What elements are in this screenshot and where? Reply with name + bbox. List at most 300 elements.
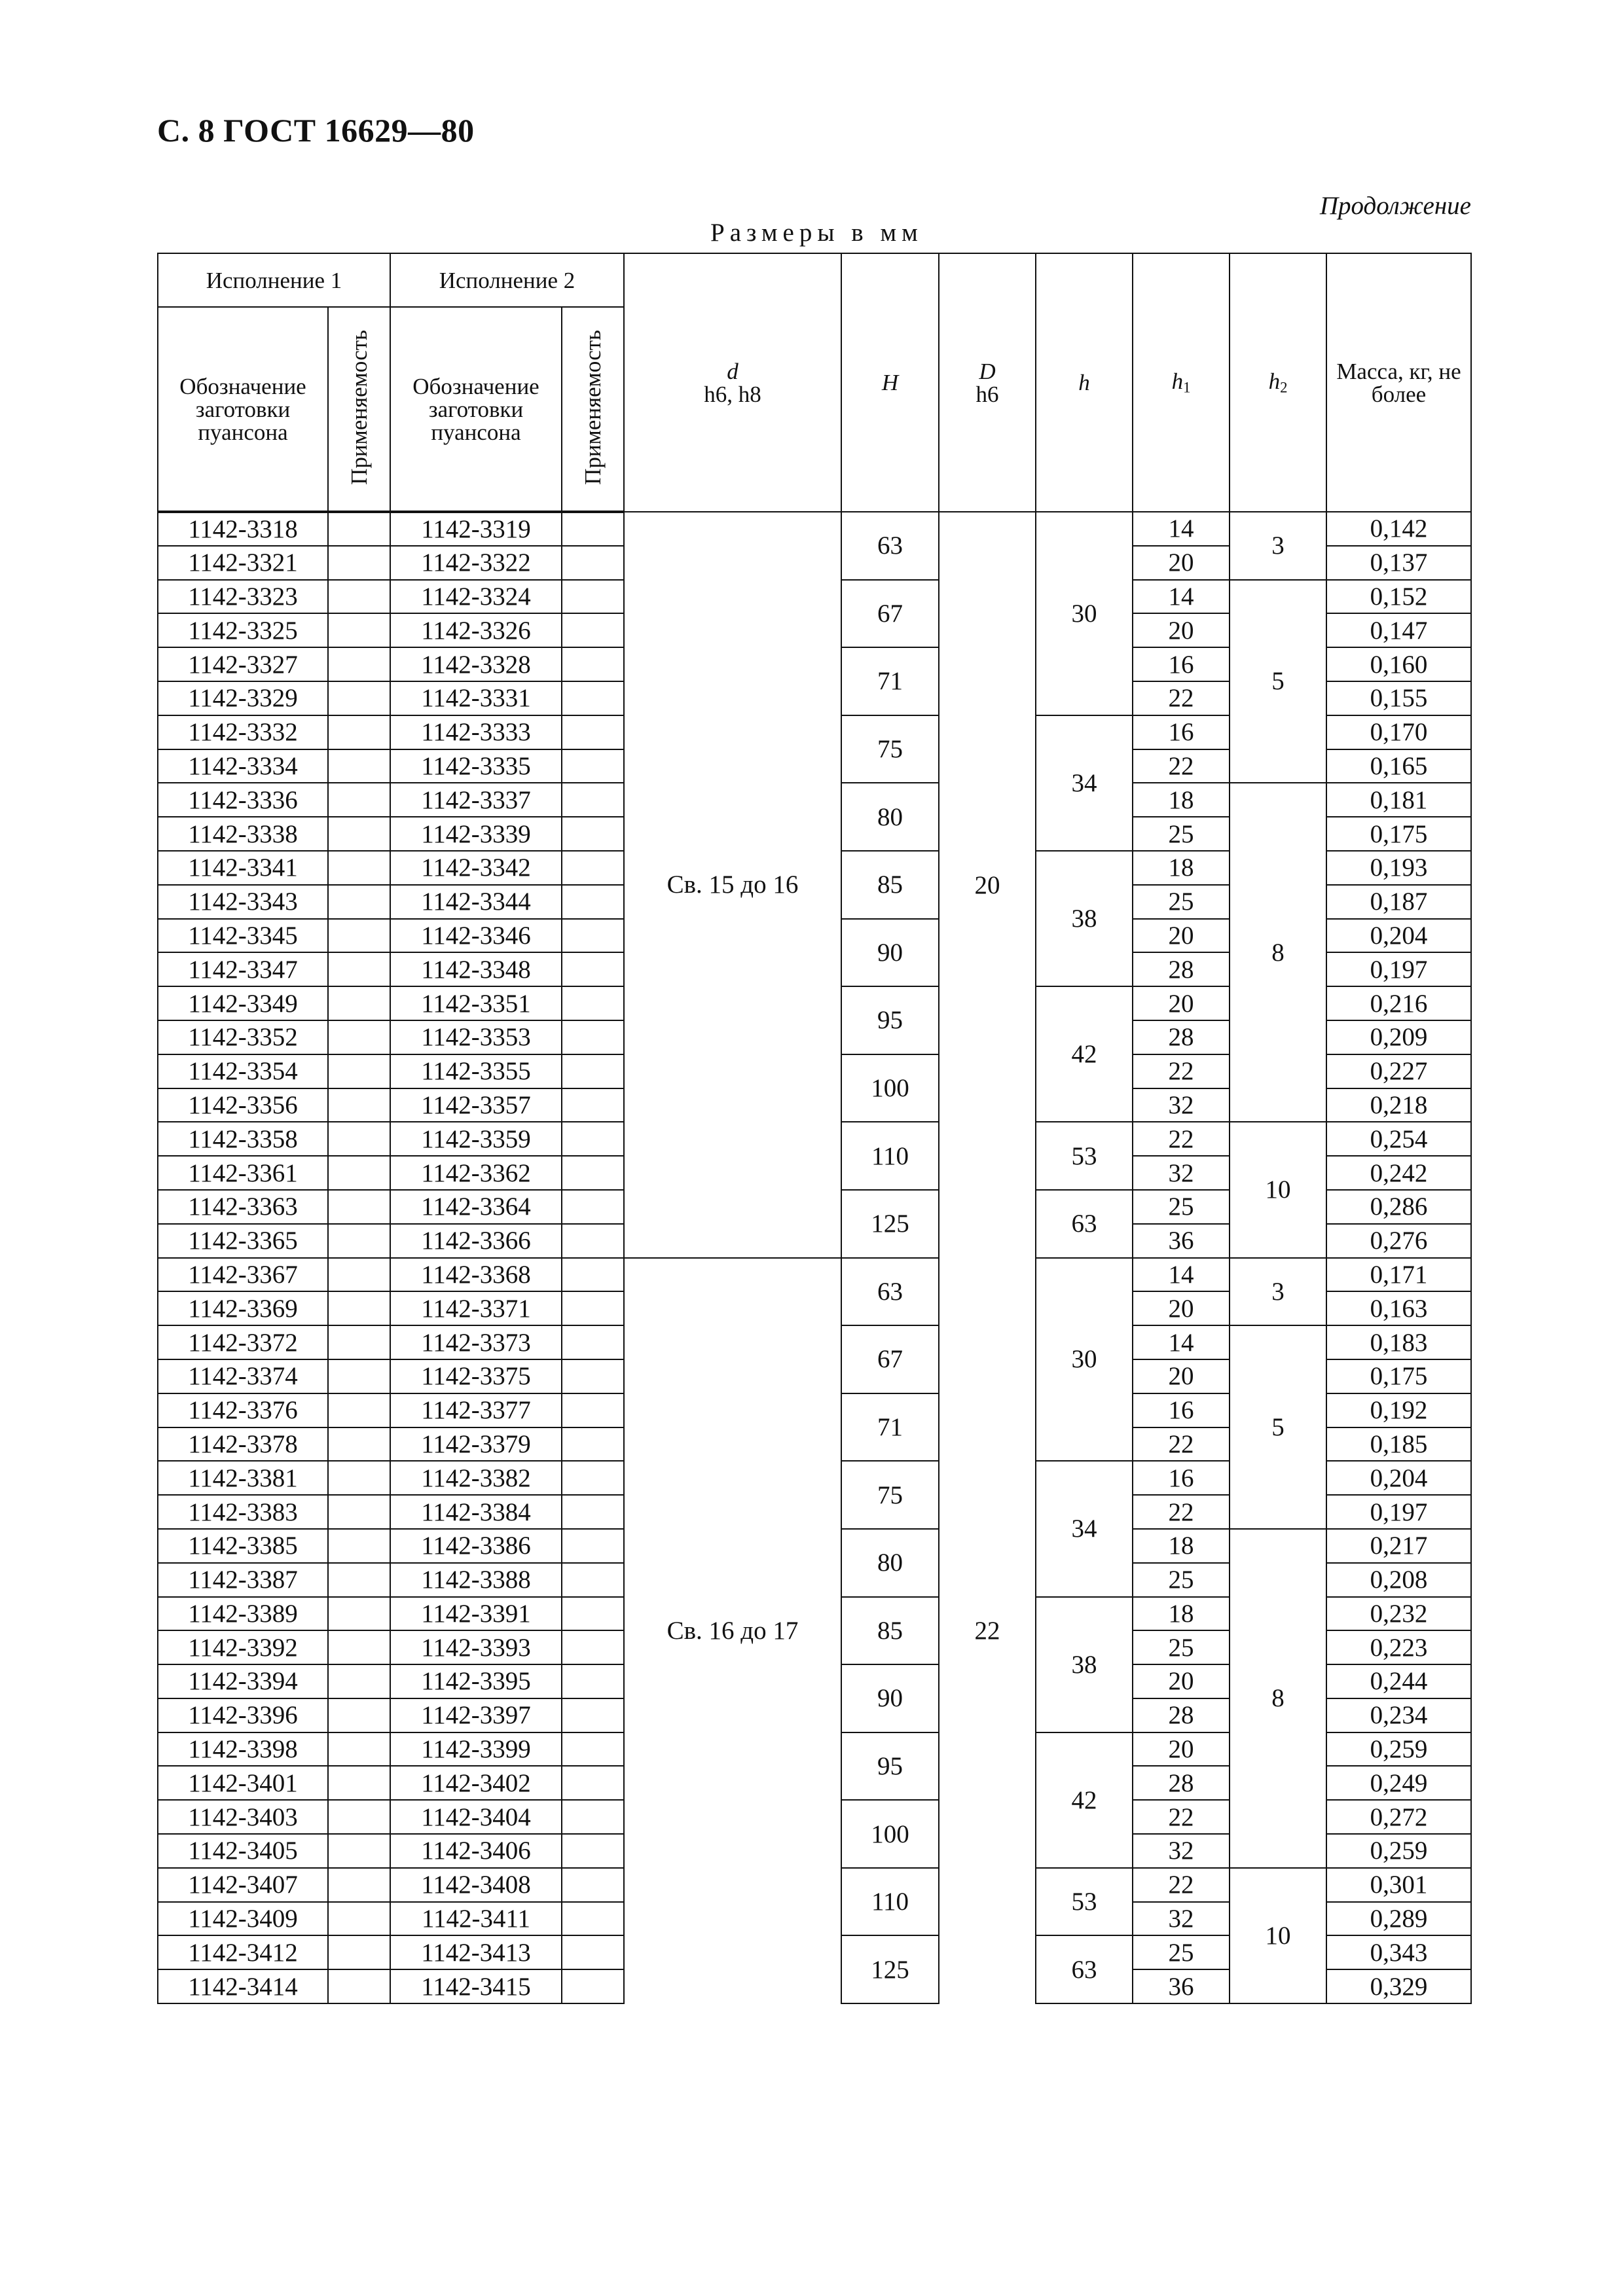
- variant2-applicability-cell: [562, 1732, 624, 1767]
- variant2-applicability-cell: [562, 885, 624, 919]
- variant1-applicability-cell: [328, 1868, 390, 1902]
- variant2-designation-cell: 1142-3362: [390, 1156, 562, 1190]
- variant2-applicability-cell: [562, 512, 624, 546]
- h1-cell: 25: [1133, 885, 1230, 919]
- page-header: С. 8 ГОСТ 16629—80: [157, 112, 475, 149]
- variant2-designation-cell: 1142-3393: [390, 1630, 562, 1664]
- h1-cell: 25: [1133, 1630, 1230, 1664]
- variant1-applicability-cell: [328, 1461, 390, 1495]
- d-cell: Св. 16 до 17: [624, 1258, 841, 2004]
- mass-cell: 0,289: [1326, 1902, 1471, 1936]
- h-cell: 38: [1036, 1597, 1133, 1732]
- h1-cell: 22: [1133, 1427, 1230, 1462]
- mass-cell: 0,272: [1326, 1800, 1471, 1834]
- mass-cell: 0,223: [1326, 1630, 1471, 1664]
- variant2-applicability-cell: [562, 986, 624, 1020]
- variant2-applicability-cell: [562, 1563, 624, 1597]
- variant2-designation-cell: 1142-3373: [390, 1325, 562, 1359]
- header-d-symbol: d: [727, 358, 739, 384]
- mass-cell: 0,227: [1326, 1054, 1471, 1088]
- variant2-applicability-cell: [562, 1020, 624, 1054]
- header-H: H: [841, 253, 939, 512]
- variant2-applicability-cell: [562, 1834, 624, 1868]
- h1-cell: 20: [1133, 1732, 1230, 1767]
- variant2-applicability-cell: [562, 1156, 624, 1190]
- variant1-designation-cell: 1142-3385: [158, 1529, 328, 1563]
- variant1-applicability-cell: [328, 1054, 390, 1088]
- mass-cell: 0,142: [1326, 512, 1471, 546]
- h1-cell: 32: [1133, 1088, 1230, 1122]
- variant2-designation-cell: 1142-3395: [390, 1664, 562, 1698]
- variant1-designation-cell: 1142-3325: [158, 613, 328, 647]
- h1-cell: 14: [1133, 1325, 1230, 1359]
- h2-cell: 3: [1230, 512, 1326, 580]
- variant1-applicability-cell: [328, 817, 390, 851]
- variant1-applicability-cell: [328, 1732, 390, 1767]
- header-d-tolerance: h6, h8: [704, 381, 761, 407]
- variant2-designation-cell: 1142-3399: [390, 1732, 562, 1767]
- h-cell: 53: [1036, 1868, 1133, 1936]
- h-cell: 42: [1036, 986, 1133, 1122]
- variant1-applicability-cell: [328, 1258, 390, 1292]
- variant1-designation-cell: 1142-3392: [158, 1630, 328, 1664]
- variant1-designation-cell: 1142-3356: [158, 1088, 328, 1122]
- variant2-designation-cell: 1142-3366: [390, 1224, 562, 1258]
- header-applicability-2-text: Применяемость: [580, 329, 606, 485]
- mass-cell: 0,152: [1326, 580, 1471, 614]
- variant2-applicability-cell: [562, 1224, 624, 1258]
- variant1-applicability-cell: [328, 749, 390, 783]
- h2-cell: 5: [1230, 580, 1326, 783]
- variant1-designation-cell: 1142-3345: [158, 919, 328, 953]
- variant1-designation-cell: 1142-3363: [158, 1190, 328, 1224]
- variant1-designation-cell: 1142-3347: [158, 952, 328, 986]
- h1-cell: 20: [1133, 919, 1230, 953]
- variant1-applicability-cell: [328, 1393, 390, 1427]
- variant1-applicability-cell: [328, 1902, 390, 1936]
- variant2-designation-cell: 1142-3402: [390, 1766, 562, 1800]
- h1-cell: 20: [1133, 1291, 1230, 1325]
- variant1-applicability-cell: [328, 1325, 390, 1359]
- header-h2-subscript: 2: [1280, 379, 1288, 396]
- H-cell: 75: [841, 715, 939, 783]
- mass-cell: 0,301: [1326, 1868, 1471, 1902]
- mass-cell: 0,170: [1326, 715, 1471, 749]
- variant1-applicability-cell: [328, 512, 390, 546]
- h1-cell: 25: [1133, 1190, 1230, 1224]
- variant1-designation-cell: 1142-3383: [158, 1495, 328, 1529]
- h1-cell: 18: [1133, 1529, 1230, 1563]
- dimensions-table: [157, 253, 1472, 2004]
- variant2-designation-cell: 1142-3348: [390, 952, 562, 986]
- h1-cell: 22: [1133, 681, 1230, 715]
- variant1-applicability-cell: [328, 1630, 390, 1664]
- variant1-applicability-cell: [328, 1935, 390, 1969]
- variant2-applicability-cell: [562, 1935, 624, 1969]
- mass-cell: 0,155: [1326, 681, 1471, 715]
- H-cell: 90: [841, 1664, 939, 1732]
- mass-cell: 0,286: [1326, 1190, 1471, 1224]
- mass-cell: 0,171: [1326, 1258, 1471, 1292]
- variant2-designation-cell: 1142-3331: [390, 681, 562, 715]
- variant2-designation-cell: 1142-3397: [390, 1698, 562, 1732]
- variant2-applicability-cell: [562, 1630, 624, 1664]
- variant1-designation-cell: 1142-3334: [158, 749, 328, 783]
- mass-cell: 0,183: [1326, 1325, 1471, 1359]
- h1-cell: 32: [1133, 1902, 1230, 1936]
- h-cell: 53: [1036, 1122, 1133, 1190]
- h1-cell: 20: [1133, 986, 1230, 1020]
- variant2-applicability-cell: [562, 1122, 624, 1156]
- variant1-applicability-cell: [328, 952, 390, 986]
- variant1-applicability-cell: [328, 647, 390, 681]
- variant2-applicability-cell: [562, 1461, 624, 1495]
- variant2-designation-cell: 1142-3379: [390, 1427, 562, 1462]
- variant1-designation-cell: 1142-3369: [158, 1291, 328, 1325]
- h1-cell: 20: [1133, 546, 1230, 580]
- h-cell: 30: [1036, 1258, 1133, 1462]
- variant1-designation-cell: 1142-3407: [158, 1868, 328, 1902]
- variant1-designation-cell: 1142-3412: [158, 1935, 328, 1969]
- variant1-applicability-cell: [328, 1190, 390, 1224]
- variant2-designation-cell: 1142-3342: [390, 851, 562, 885]
- H-cell: 63: [841, 512, 939, 580]
- variant2-designation-cell: 1142-3375: [390, 1359, 562, 1393]
- mass-cell: 0,137: [1326, 546, 1471, 580]
- header-D: [939, 253, 1036, 512]
- variant2-applicability-cell: [562, 613, 624, 647]
- variant1-designation-cell: 1142-3374: [158, 1359, 328, 1393]
- variant1-designation-cell: 1142-3403: [158, 1800, 328, 1834]
- mass-cell: 0,208: [1326, 1563, 1471, 1597]
- header-d: [624, 253, 841, 512]
- h-cell: 34: [1036, 715, 1133, 851]
- h-cell: 42: [1036, 1732, 1133, 1868]
- variant1-applicability-cell: [328, 1969, 390, 2003]
- header-h2-symbol: h: [1268, 368, 1281, 394]
- variant2-applicability-cell: [562, 749, 624, 783]
- variant2-designation-cell: 1142-3404: [390, 1800, 562, 1834]
- mass-cell: 0,249: [1326, 1766, 1471, 1800]
- variant2-designation-cell: 1142-3346: [390, 919, 562, 953]
- variant1-applicability-cell: [328, 986, 390, 1020]
- mass-cell: 0,234: [1326, 1698, 1471, 1732]
- variant2-designation-cell: 1142-3333: [390, 715, 562, 749]
- variant1-applicability-cell: [328, 715, 390, 749]
- variant1-applicability-cell: [328, 681, 390, 715]
- variant1-designation-cell: 1142-3352: [158, 1020, 328, 1054]
- variant2-designation-cell: 1142-3413: [390, 1935, 562, 1969]
- h1-cell: 18: [1133, 851, 1230, 885]
- h2-cell: 8: [1230, 783, 1326, 1122]
- variant2-designation-cell: 1142-3415: [390, 1969, 562, 2003]
- h2-cell: 3: [1230, 1258, 1326, 1326]
- h2-cell: 10: [1230, 1122, 1326, 1257]
- variant2-applicability-cell: [562, 1969, 624, 2003]
- header-applicability-2: [562, 307, 624, 512]
- table-body: [158, 512, 1471, 2003]
- header-D-tolerance: h6: [976, 381, 999, 407]
- h2-cell: 5: [1230, 1325, 1326, 1529]
- variant1-designation-cell: 1142-3414: [158, 1969, 328, 2003]
- H-cell: 125: [841, 1190, 939, 1258]
- h1-cell: 16: [1133, 1461, 1230, 1495]
- variant1-applicability-cell: [328, 546, 390, 580]
- variant2-applicability-cell: [562, 647, 624, 681]
- variant2-applicability-cell: [562, 1868, 624, 1902]
- H-cell: 80: [841, 783, 939, 851]
- variant1-designation-cell: 1142-3367: [158, 1258, 328, 1292]
- h1-cell: 14: [1133, 1258, 1230, 1292]
- h1-cell: 36: [1133, 1969, 1230, 2003]
- variant1-applicability-cell: [328, 919, 390, 953]
- variant2-designation-cell: 1142-3386: [390, 1529, 562, 1563]
- variant2-applicability-cell: [562, 817, 624, 851]
- mass-cell: 0,343: [1326, 1935, 1471, 1969]
- variant2-applicability-cell: [562, 546, 624, 580]
- h1-cell: 22: [1133, 1495, 1230, 1529]
- variant2-applicability-cell: [562, 1393, 624, 1427]
- h1-cell: 22: [1133, 1800, 1230, 1834]
- h1-cell: 28: [1133, 1020, 1230, 1054]
- header-applicability-1-text: Применяемость: [346, 329, 372, 485]
- variant2-designation-cell: 1142-3335: [390, 749, 562, 783]
- H-cell: 85: [841, 1597, 939, 1665]
- variant2-applicability-cell: [562, 1258, 624, 1292]
- H-cell: 63: [841, 1258, 939, 1326]
- H-cell: 80: [841, 1529, 939, 1597]
- h1-cell: 28: [1133, 952, 1230, 986]
- H-cell: 110: [841, 1868, 939, 1936]
- H-cell: 100: [841, 1054, 939, 1122]
- mass-cell: 0,254: [1326, 1122, 1471, 1156]
- mass-cell: 0,204: [1326, 919, 1471, 953]
- variant2-designation-cell: 1142-3371: [390, 1291, 562, 1325]
- variant1-designation-cell: 1142-3332: [158, 715, 328, 749]
- h-cell: 34: [1036, 1461, 1133, 1596]
- variant1-applicability-cell: [328, 1224, 390, 1258]
- H-cell: 90: [841, 919, 939, 987]
- h1-cell: 28: [1133, 1766, 1230, 1800]
- mass-cell: 0,276: [1326, 1224, 1471, 1258]
- h1-cell: 16: [1133, 647, 1230, 681]
- mass-cell: 0,244: [1326, 1664, 1471, 1698]
- h-cell: 38: [1036, 851, 1133, 986]
- variant2-applicability-cell: [562, 952, 624, 986]
- variant2-designation-cell: 1142-3406: [390, 1834, 562, 1868]
- h1-cell: 20: [1133, 613, 1230, 647]
- mass-cell: 0,197: [1326, 1495, 1471, 1529]
- mass-cell: 0,242: [1326, 1156, 1471, 1190]
- variant1-designation-cell: 1142-3387: [158, 1563, 328, 1597]
- variant2-applicability-cell: [562, 1698, 624, 1732]
- h1-cell: 20: [1133, 1664, 1230, 1698]
- variant2-applicability-cell: [562, 1291, 624, 1325]
- H-cell: 110: [841, 1122, 939, 1190]
- h1-cell: 18: [1133, 783, 1230, 817]
- h-cell: 63: [1036, 1935, 1133, 2003]
- variant1-designation-cell: 1142-3354: [158, 1054, 328, 1088]
- variant2-applicability-cell: [562, 1800, 624, 1834]
- h1-cell: 14: [1133, 512, 1230, 546]
- variant2-applicability-cell: [562, 1325, 624, 1359]
- H-cell: 67: [841, 1325, 939, 1393]
- variant2-applicability-cell: [562, 1427, 624, 1462]
- variant2-designation-cell: 1142-3322: [390, 546, 562, 580]
- variant1-designation-cell: 1142-3338: [158, 817, 328, 851]
- h1-cell: 22: [1133, 749, 1230, 783]
- variant1-designation-cell: 1142-3329: [158, 681, 328, 715]
- variant2-designation-cell: 1142-3351: [390, 986, 562, 1020]
- h1-cell: 25: [1133, 1935, 1230, 1969]
- H-cell: 95: [841, 1732, 939, 1801]
- h1-cell: 32: [1133, 1834, 1230, 1868]
- mass-cell: 0,163: [1326, 1291, 1471, 1325]
- variant1-designation-cell: 1142-3405: [158, 1834, 328, 1868]
- mass-cell: 0,175: [1326, 817, 1471, 851]
- units-caption: Размеры в мм: [710, 219, 923, 247]
- variant1-designation-cell: 1142-3336: [158, 783, 328, 817]
- mass-cell: 0,192: [1326, 1393, 1471, 1427]
- mass-cell: 0,147: [1326, 613, 1471, 647]
- H-cell: 100: [841, 1800, 939, 1868]
- mass-cell: 0,165: [1326, 749, 1471, 783]
- h-cell: 63: [1036, 1190, 1133, 1258]
- variant1-applicability-cell: [328, 1088, 390, 1122]
- H-cell: 85: [841, 851, 939, 919]
- variant1-designation-cell: 1142-3372: [158, 1325, 328, 1359]
- mass-cell: 0,160: [1326, 647, 1471, 681]
- variant2-applicability-cell: [562, 1088, 624, 1122]
- h1-cell: 22: [1133, 1868, 1230, 1902]
- mass-cell: 0,204: [1326, 1461, 1471, 1495]
- variant2-designation-cell: 1142-3368: [390, 1258, 562, 1292]
- H-cell: 125: [841, 1935, 939, 2003]
- variant2-designation-cell: 1142-3388: [390, 1563, 562, 1597]
- variant2-designation-cell: 1142-3408: [390, 1868, 562, 1902]
- variant2-applicability-cell: [562, 580, 624, 614]
- variant1-applicability-cell: [328, 1156, 390, 1190]
- variant1-designation-cell: 1142-3381: [158, 1461, 328, 1495]
- variant2-designation-cell: 1142-3326: [390, 613, 562, 647]
- variant1-designation-cell: 1142-3358: [158, 1122, 328, 1156]
- mass-cell: 0,259: [1326, 1732, 1471, 1767]
- mass-cell: 0,209: [1326, 1020, 1471, 1054]
- variant2-designation-cell: 1142-3339: [390, 817, 562, 851]
- variant1-designation-cell: 1142-3396: [158, 1698, 328, 1732]
- variant1-applicability-cell: [328, 1597, 390, 1631]
- variant1-applicability-cell: [328, 1122, 390, 1156]
- header-h1: [1133, 253, 1230, 512]
- variant2-applicability-cell: [562, 783, 624, 817]
- h1-cell: 22: [1133, 1054, 1230, 1088]
- variant1-designation-cell: 1142-3376: [158, 1393, 328, 1427]
- variant1-applicability-cell: [328, 1529, 390, 1563]
- variant2-applicability-cell: [562, 1054, 624, 1088]
- header-h1-symbol: h: [1171, 368, 1184, 394]
- variant2-designation-cell: 1142-3384: [390, 1495, 562, 1529]
- mass-cell: 0,175: [1326, 1359, 1471, 1393]
- mass-cell: 0,185: [1326, 1427, 1471, 1462]
- variant2-applicability-cell: [562, 681, 624, 715]
- header-D-symbol: D: [979, 358, 996, 384]
- variant2-applicability-cell: [562, 1766, 624, 1800]
- variant1-applicability-cell: [328, 1291, 390, 1325]
- variant1-applicability-cell: [328, 1020, 390, 1054]
- mass-cell: 0,329: [1326, 1969, 1471, 2003]
- header-variant-2: Исполнение 2: [390, 253, 624, 307]
- variant2-applicability-cell: [562, 1902, 624, 1936]
- variant2-designation-cell: 1142-3364: [390, 1190, 562, 1224]
- variant1-applicability-cell: [328, 1664, 390, 1698]
- variant2-designation-cell: 1142-3353: [390, 1020, 562, 1054]
- header-designation-1: Обозначение заготовки пуансона: [158, 307, 328, 512]
- header-designation-2: Обозначение заготовки пуансона: [390, 307, 562, 512]
- mass-cell: 0,217: [1326, 1529, 1471, 1563]
- variant1-applicability-cell: [328, 1427, 390, 1462]
- variant2-applicability-cell: [562, 919, 624, 953]
- variant1-applicability-cell: [328, 1563, 390, 1597]
- h1-cell: 36: [1133, 1224, 1230, 1258]
- d-cell: Св. 15 до 16: [624, 512, 841, 1258]
- variant1-designation-cell: 1142-3394: [158, 1664, 328, 1698]
- variant2-applicability-cell: [562, 1495, 624, 1529]
- mass-cell: 0,259: [1326, 1834, 1471, 1868]
- h2-cell: 8: [1230, 1529, 1326, 1868]
- table-row: [158, 512, 1471, 546]
- variant2-applicability-cell: [562, 1597, 624, 1631]
- header-h1-subscript: 1: [1183, 379, 1191, 396]
- continuation-label: Продолжение: [1319, 192, 1471, 220]
- header-mass: Масса, кг, не более: [1326, 253, 1471, 512]
- variant1-applicability-cell: [328, 1495, 390, 1529]
- mass-cell: 0,187: [1326, 885, 1471, 919]
- H-cell: 71: [841, 647, 939, 715]
- mass-cell: 0,216: [1326, 986, 1471, 1020]
- variant2-designation-cell: 1142-3391: [390, 1597, 562, 1631]
- variant1-applicability-cell: [328, 1698, 390, 1732]
- mass-cell: 0,193: [1326, 851, 1471, 885]
- variant1-designation-cell: 1142-3341: [158, 851, 328, 885]
- variant1-designation-cell: 1142-3365: [158, 1224, 328, 1258]
- variant2-applicability-cell: [562, 1359, 624, 1393]
- mass-cell: 0,232: [1326, 1597, 1471, 1631]
- variant2-designation-cell: 1142-3344: [390, 885, 562, 919]
- H-cell: 67: [841, 580, 939, 648]
- H-cell: 95: [841, 986, 939, 1054]
- D-cell: 20: [939, 512, 1036, 1258]
- mass-cell: 0,218: [1326, 1088, 1471, 1122]
- mass-cell: 0,181: [1326, 783, 1471, 817]
- H-cell: 75: [841, 1461, 939, 1529]
- variant1-designation-cell: 1142-3398: [158, 1732, 328, 1767]
- variant1-designation-cell: 1142-3321: [158, 546, 328, 580]
- variant2-designation-cell: 1142-3355: [390, 1054, 562, 1088]
- header-h: h: [1036, 253, 1133, 512]
- variant2-applicability-cell: [562, 715, 624, 749]
- header-variant-1: Исполнение 1: [158, 253, 390, 307]
- variant1-applicability-cell: [328, 1359, 390, 1393]
- h-cell: 30: [1036, 512, 1133, 715]
- header-applicability-1: [328, 307, 390, 512]
- variant1-designation-cell: 1142-3318: [158, 512, 328, 546]
- mass-cell: 0,197: [1326, 952, 1471, 986]
- variant2-designation-cell: 1142-3328: [390, 647, 562, 681]
- h1-cell: 16: [1133, 715, 1230, 749]
- variant2-designation-cell: 1142-3377: [390, 1393, 562, 1427]
- variant2-designation-cell: 1142-3382: [390, 1461, 562, 1495]
- variant1-designation-cell: 1142-3349: [158, 986, 328, 1020]
